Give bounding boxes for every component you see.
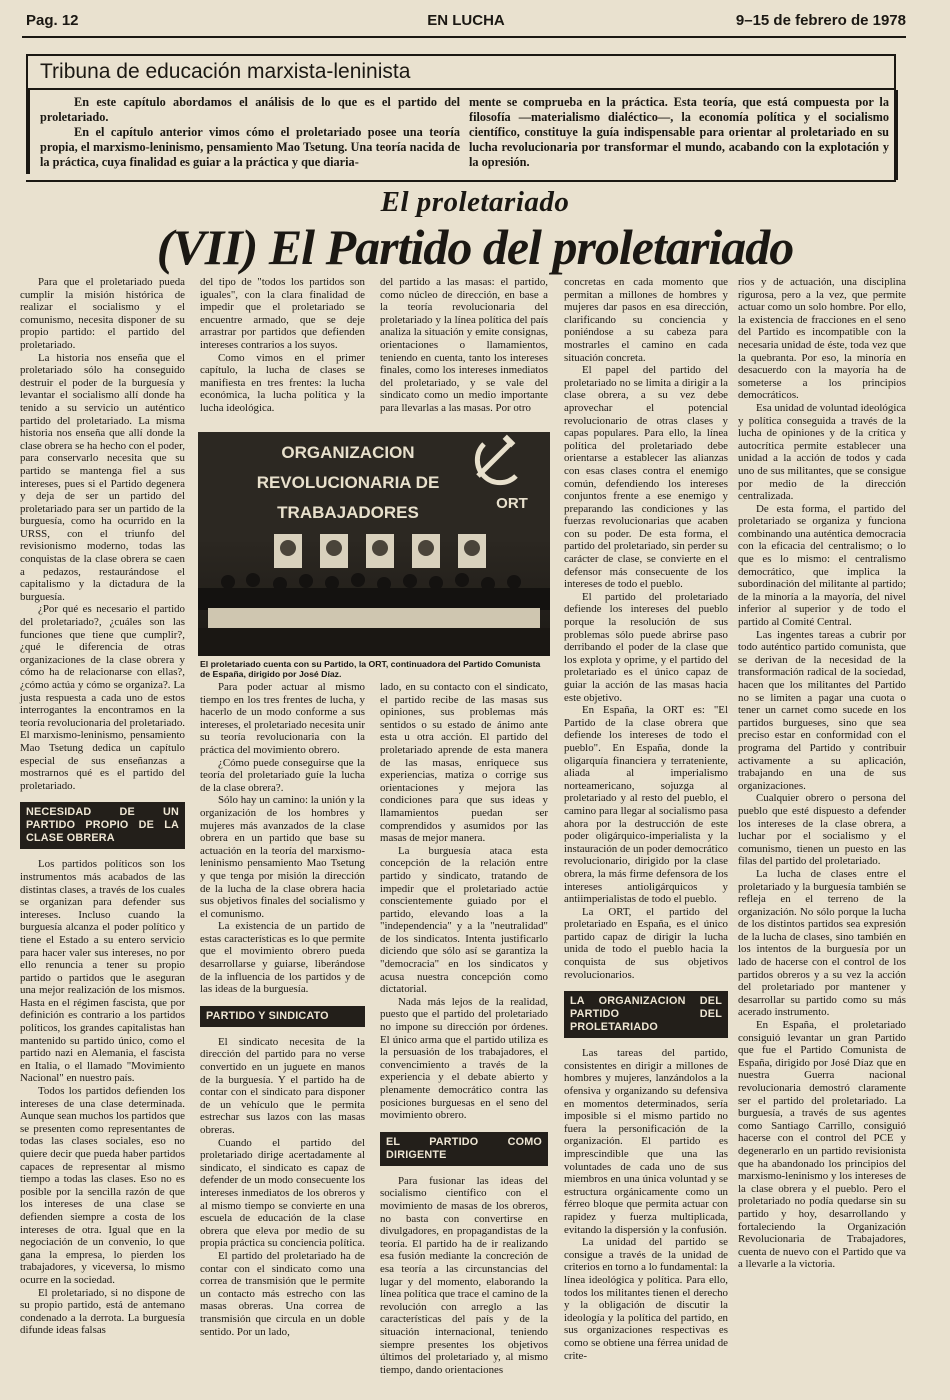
paragraph: La ORT, el partido del proletariado en España, es el único partido capaz de dirigir la lucha unida de todo el pueblo hacia la conquista de sus objetivos revolucionarios. <box>564 905 728 981</box>
page-header <box>26 12 906 36</box>
article-column-2-bottom <box>200 681 365 1338</box>
page-number: Pag. 12 <box>26 12 79 29</box>
paragraph: Como vimos en el primer capítulo, la lucha de clases se manifiesta en tres frentes: la lucha económica, la lucha política y la lucha ideológica. <box>200 351 365 414</box>
paragraph: De esta forma, el partido del proletariado se organiza y funciona combinando una auténtica democracia con la eficacia del centralismo; o lo que es lo mismo: el centralismo democrático, que implica la subordinación del militante al partido; de la minoría a la mayoría, del nivel inferior al superior y de todo el partido al Comité Central. <box>738 502 906 629</box>
article-column-4 <box>564 276 728 1362</box>
banner-line-1: ORGANIZACION <box>281 443 415 462</box>
paragraph: del tipo de "todos los partidos son iguales", con la clara finalidad de impedir que el proletariado se encuentre armado, que se deje arrastrar por partidos que defienden intereses contrarios a los suyos. <box>200 276 365 351</box>
article-kicker: El proletariado <box>380 186 570 218</box>
paragraph: lado, en su contacto con el sindicato, el partido recibe de las masas sus opiniones, sus problemas más sentidos o su estado de ánimo ante esta u otra acción. El partido del proletariado aprende de esta manera de las masas, enriquece sus experiencias, matiza o corrige sus orientaciones y mejora las condiciones para que sus ideas y llamamientos puedan ser comprendidos y asumidos por las masas de mejor manera. <box>380 681 548 845</box>
paragraph: El sindicato necesita de la dirección del partido para no verse convertido en un juguete en manos de la burguesía. Y el partido ha de contar con el sindicato para disponer de un vehículo que le permita estrechar sus lazos con las masas obreras. <box>200 1035 365 1136</box>
photo-illustration <box>198 432 550 656</box>
paragraph: El partido del proletariado defiende los intereses del pueblo porque la resolución de sus problemas sólo puede abrirse paso derribando el poder de la clase que los explota y oprime, y el partido del proletariado es el único capaz de guiar la acción de las masas hacia este objetivo. <box>564 590 728 704</box>
article-column-2-top <box>200 276 365 415</box>
paragraph: Los partidos políticos son los instrumentos más acabados de las distintas clases, a través de los cuales se organizan para defender sus intereses. Incluso cuando la burguesía alcanza el poder político y tiene el Estado a su entero servicio para hacer valer sus intereses, no por ello renuncia a tener su propio partido o partidos que le aseguran una mejor realización de los mismos. Hasta en el régimen fascista, que por definición es contrario a los partidos políticos, los grandes capitalistas han mantenido su partido único, como el partido nazi en Alemania, el fascista en Italia, o el llamado "Movimiento Nacional" en nuestro país. <box>20 858 185 1085</box>
paragraph: Sólo hay un camino: la unión y la organización de los hombres y mujeres más avanzados de la clase obrera en un partido que base su actuación en la teoría del marxismo-leninismo pensamiento Mao Tsetung y que tenga por misión la dirección de la lucha de la clase obrera hacia sus objetivos finales del socialismo y el comunismo. <box>200 794 365 920</box>
header-rule <box>22 36 906 38</box>
photo-caption: El proletariado cuenta con su Partido, la ORT, continuadora del Partido Comunista de España, dirigido por José Díaz. <box>200 659 541 679</box>
paragraph: Para que el proletariado pueda cumplir la misión histórica de realizar el socialismo y el comunismo, necesita disponer de su propio partido: el partido del proletariado. <box>20 276 185 351</box>
paragraph: ¿Cómo puede conseguirse que la teoría del proletariado guíe la lucha de la clase obrera?. <box>200 756 365 794</box>
intro-left-rule <box>26 90 30 174</box>
presidium-table <box>208 608 540 628</box>
paragraph: ¿Por qué es necesario el partido del proletariado?, ¿cuáles son las funciones que tiene que cumplir?, ¿qué le diferencia de otras organizaciones de la clase obrera y cómo ha de relacionarse con ellas?, ¿cómo actúa y cómo se organiza?. La justa respuesta a cada uno de estos interrogantes la encontramos en la teoría revolucionaria del proletariado. El marxismo-leninismo, pensamiento Mao Tsetung dedica un capítulo especial de sus enseñanzas a mostrarnos qué es el partido del proletariado. <box>20 603 185 792</box>
paragraph: Las ingentes tareas a cubrir por todo auténtico partido comunista, que se derivan de la necesidad de la transformación radical de la sociedad, hacen que los militantes del Partido no se limiten a pagar una cuota o tener un carnet como sucede en los partidos burgueses, sino que sea preciso estar en conformidad con el programa del Partido y contribuir activamente a su aplicación, trabajando en una de sus organizaciones. <box>738 628 906 792</box>
paragraph: La lucha de clases entre el proletariado y la burguesía también se refleja en el terreno de la organización. No sólo porque la lucha de los distintos partidos sea expresión de la lucha de clases, sino también en los intentos de la burguesía por un lado de hacerse con el control de los partidos obreros y a su vez la acción del proletariado por mantener y desarrollar su partido como su más acerado instrumento. <box>738 867 906 1019</box>
paragraph: La unidad del partido se consigue a través de la unidad de criterios en torno a lo fundamental: la línea ideológica y política. Para ello, todos los militantes tienen el derecho y la obligación de discutir la ideología y la política del partido, en sus organizaciones respectivas es como se obtiene una férrea unidad de crite- <box>564 1236 728 1362</box>
paragraph: La burguesía ataca esta concepción de la relación entre partido y sindicato, tratando de impedir que el proletariado actúe conscientemente guiado por el partido, elevando loas a la "independencia" y a la "neutralidad" de los sindicatos. Intenta justificarlo diciendo que sólo así se garantiza la "democracia" en los sindicatos y acusa nuestra concepción como dictatorial. <box>380 844 548 996</box>
intro-left <box>40 95 460 170</box>
issue-date: 9–15 de febrero de 1978 <box>735 12 906 29</box>
article-column-3-top <box>380 276 548 415</box>
paragraph: El proletariado, si no dispone de su propio partido, está de antemano condenado a la derrota. La burguesía difunde ideas falsas <box>20 1286 185 1337</box>
intro-paragraph: En el capítulo anterior vimos cómo el proletariado posee una teoría propia, el marxismo-leninismo, pensamiento Mao Tsetung. Una teoría nacida de la práctica, cuya finalidad es guiar a la práctica y que diaria- <box>40 125 460 169</box>
article-headline: (VII) El Partido del proletariado <box>156 219 794 275</box>
article-column-1 <box>20 276 185 1337</box>
banner-line-3: TRABAJADORES <box>277 503 419 522</box>
paragraph: del partido a las masas: el partido, como núcleo de dirección, en base a la teoría revolucionaria del proletariado y la línea política del país analiza la situación y emite consignas, orientaciones o llamamientos, teniendo en cuenta, tanto los intereses finales, como los intereses inmediatos del proletariado, y se vale del sindicato como un medio importante para llevarlas a las masas. Por otro <box>380 276 548 414</box>
paragraph: En España, el proletariado consiguió levantar un gran Partido que fue el Partido Comunista de España, dirigido por José Díaz que en nuestra Guerra nacional revolucionaria demostró claramente ser el partido del proletariado. La burguesía, a través de sus agentes como Santiago Carrillo, consiguió hacerse con el control del PCE y degenerarlo en un partido revisionista que ha abandonado los principios del marxismo-leninismo y los intereses de la clase obrera y el pueblo. Pero el proletariado no podía quedarse sin su partido y hoy, desarrollando y fortaleciendo la Organización Revolucionaria de Trabajadores, cuenta de nuevo con el Partido que va a llevarle a la victoria. <box>738 1019 906 1271</box>
paragraph: Todos los partidos defienden los intereses de una clase determinada. Aunque sean muchos los partidos que se presenten como representantes de todas las clases sociales, eso no quiere decir que pueda haber partidos capaces de representar al mismo tiempo a todas las clases. Eso no es posible por la sencilla razón de que los intereses de una clase se defienden siempre a costa de los intereses de otra. Igual que en la negociación de un convenio, lo que gana la empresa, lo pierden los trabajadores, y viceversa, lo mismo ocurre en la sociedad. <box>20 1085 185 1286</box>
intro-bottom-rule <box>26 180 896 182</box>
intro-paragraph: mente se comprueba en la práctica. Esta teoría, que está compuesta por la filosofía —materialismo dialéctico—, la economía política y el socialismo científico, constituye la guía indispensable para orientar al proletariado en su lucha revolucionaria por transformar el mundo, acabando con la explotación y la opresión. <box>469 95 889 169</box>
article-column-5 <box>738 276 906 1271</box>
ort-logo-text: ORT <box>496 495 528 512</box>
banner-line-2: REVOLUCIONARIA DE <box>256 473 440 492</box>
paragraph: rios y de actuación, una disciplina rigurosa, pero a la vez, que permite actuar como un solo hombre. Por ello, la existencia de fracciones en el seno del Partido es incompatible con la necesaria unidad de éste, toda vez que la quebranta. Por eso, la minoría en desacuerdo con la mayoría ha de someterse a los principios democráticos. <box>738 276 906 402</box>
paragraph: Esa unidad de voluntad ideológica y política conseguida a través de la lucha de opiniones y de la crítica y autocrítica permite establecer una unidad a la acción de todos y cada uno de sus militantes, que se consigue por medio de la dirección centralizada. <box>738 401 907 503</box>
section-title-box: Tribuna de educación marxista-leninista <box>26 54 896 90</box>
paragraph: concretas en cada momento que permitan a millones de hombres y mujeres dar pasos en esa dirección, clarificando su conciencia y poniéndose a su cabeza para mostrarles el camino en cada situación concreta. <box>564 276 728 364</box>
paragraph: Para poder actuar al mismo tiempo en los tres frentes de lucha, y hacerlo de un modo conforme a sus intereses, el proletariado necesita unir su teoría revolucionaria con la práctica del movimiento obrero. <box>200 681 365 756</box>
subheading-partido-dirigente: EL PARTIDO COMO DIRIGENTE <box>380 1132 548 1166</box>
meeting-photo <box>198 432 550 656</box>
paragraph: Nada más lejos de la realidad, puesto que el partido del proletariado no impone su dirección por órdenes. El único arma que el partido utiliza es la persuasión de los trabajadores, el convencimiento a través de la experiencia y el debate abierto y plenamente democrático contra las posiciones burguesas en el seno del movimiento obrero. <box>380 995 548 1122</box>
paragraph: La historia nos enseña que el proletariado sólo ha conseguido destruir el poder de la burguesía y levantar el socialismo allí donde ha tenido a su servicio un auténtico partido del proletariado. La misma historia nos enseña que allí donde la clase obrera se ha hecho con el poder, para conservarlo necesita que su partido se mantenga fiel a sus intereses, pues si el Partido degenera y deja de ser un partido del proletariado para ser un partido de la burguesía, como ha ocurrido en la URSS, con el triunfo del revisionismo moderno, todas las conquistas de la clase obrera se caen a pedazos, restaurándose el capitalismo y la dictadura de la burguesía. <box>20 351 185 603</box>
intro-paragraph: En este capítulo abordamos el análisis de lo que es el partido del proletariado. <box>40 95 460 124</box>
paragraph: En España, la ORT es: "El Partido de la clase obrera que defiende los intereses de todo el pueblo". En España, donde la oligarquía financiera y terrateniente, aliada al imperialismo norteamericano, sojuzga al proletariado y al resto del pueblo, el camino para llegar al socialismo pasa ahora por la destrucción de este poder oligárquico-imperialista y la instauración de un poder democrático revolucionario, dirigido por la clase obrera, la más firme defensora de los intereses antioligárquicos y antiimperialistas de todo el pueblo. <box>564 704 728 906</box>
subheading-partido-sindicato: PARTIDO Y SINDICATO <box>200 1006 365 1027</box>
paragraph: Las tareas del partido, consistentes en dirigir a millones de hombres y mujeres, lanzándolos a la ofensiva y organizando su defensiva en momentos determinados, sería imposible si el mismo partido no fuera la personificación de la organización. El partido es imprescindible que una las voluntades de cada uno de sus miembros en una única voluntad y se estructura orgánicamente como un férreo bloque que permita actuar con rapidez y fuerza multiplicada, evitando la dispersión y la confusión. <box>564 1047 728 1236</box>
paragraph: El papel del partido del proletariado no se limita a dirigir a la clase obrera, a su vez debe aprovechar el potencial revolucionario de otras clases y capas populares. Para ello, la línea política del proletariado debe orientarse a establecer las alianzas con esas clases contra el enemigo común, defendiendo los intereses conjuntos frente a ese enemigo y preparando las condiciones y las fuerzas revolucionarias que acaben con su poder. De esta forma, el partido del proletariado, sin perder su carácter de clase, se convierte en el defensor más consecuente de los intereses de todo el pueblo. <box>564 364 728 591</box>
paragraph: El partido del proletariado ha de contar con el sindicato como una correa de transmisión que le permite un contacto más estrecho con las masas obreras. Una correa de transmisión que circula en un doble sentido. Por un lado, <box>200 1249 365 1338</box>
publication-name: EN LUCHA <box>427 12 505 29</box>
paragraph: Para fusionar las ideas del socialismo científico con el movimiento de masas de los obreros, no basta con convertirse en divulgadores, en propagandistas de la teoría. El partido ha de ir realizando esa fusión mediante la concreción de esa teoría a las circunstancias del lugar y del momento, elaborando la línea política que trace el camino de la revolución con arreglo a las características del país y de la situación internacional, teniendo siempre presentes los objetivos últimos del proletariado y, al mismo tiempo, dando orientaciones <box>380 1174 548 1376</box>
intro-right-rule <box>894 90 898 180</box>
paragraph: Cualquier obrero o persona del pueblo que esté dispuesto a defender los intereses de la clase obrera, a luchar por el socialismo y el comunismo, tienen un puesto en las filas del partido del proletariado. <box>738 792 906 868</box>
subheading-necesidad: NECESIDAD DE UN PARTIDO PROPIO DE LA CLASE OBRERA <box>20 802 185 849</box>
intro-right <box>469 95 889 170</box>
article-column-3-bottom <box>380 681 548 1376</box>
paragraph: La existencia de un partido de estas características es lo que permite que el movimiento obrero pueda desarrollarse y guiarse, liberándose de la influencia de los partidos y de las ideas de la burguesía. <box>200 920 365 996</box>
paragraph: Cuando el partido del proletariado dirige acertadamente al sindicato, el sindicato es capaz de defender de un modo consecuente los intereses inmediatos de los obreros y al mismo tiempo se convierte en una escuela de educación de la clase obrera que eleva por medio de su propia práctica su conciencia política. <box>200 1136 365 1250</box>
subheading-organizacion: LA ORGANIZACION DEL PARTIDO DEL PROLETARIADO <box>564 991 728 1038</box>
